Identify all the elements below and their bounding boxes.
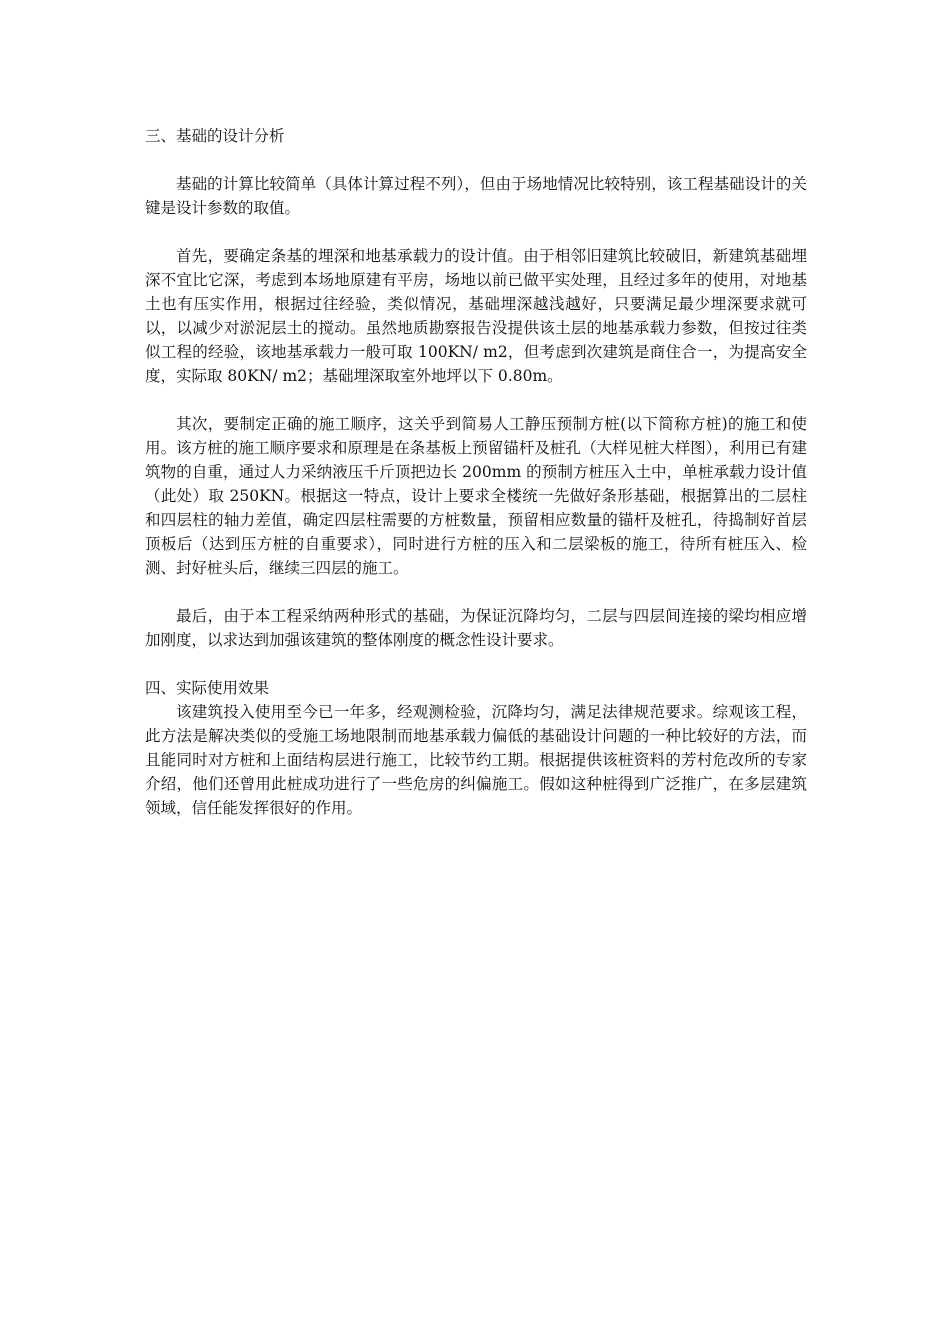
section-3-paragraph-3: 其次，要制定正确的施工顺序，这关乎到简易人工静压预制方桩(以下简称方桩)的施工和使用。该方桩的施工顺序要求和原理是在条基板上预留锚杆及桩孔（大样见桩大样图），利用已有建筑物的自重，通过人力采纳液压千斤顶把边长 200mm 的预制方桩压入土中，单桩承载力设计值（此处）取 250KN。根据这一特点，设计上要求全楼统一先做好条形基础，根据算出的二层柱和四层柱的轴力差值，确定四层柱需要的方桩数量，预留相应数量的锚杆及桩孔，待捣制好首层顶板后（达到压方桩的自重要求），同时进行方桩的压入和二层梁板的施工，待所有桩压入、检测、封好桩头后，继续三四层的施工。 bbox=[145, 415, 807, 577]
section-4-heading: 四、实际使用效果 bbox=[145, 679, 270, 697]
paragraph-spacer bbox=[145, 388, 807, 412]
section-4-paragraph-1: 该建筑投入使用至今已一年多，经观测检验，沉降均匀，满足法律规范要求。综观该工程，此方法是解决类似的受施工场地限制而地基承载力偏低的基础设计问题的一种比较好的方法，而且能同时对方桩和上面结构层进行施工，比较节约工期。根据提供该桩资料的芳村危改所的专家介绍，他们还曾用此桩成功进行了一些危房的纠偏施工。假如这种桩得到广泛推广，在多层建筑领域，信任能发挥很好的作用。 bbox=[145, 703, 807, 817]
section-3-heading: 三、基础的设计分析 bbox=[145, 127, 285, 145]
paragraph-spacer bbox=[145, 580, 807, 604]
section-3-paragraph-2: 首先，要确定条基的埋深和地基承载力的设计值。由于相邻旧建筑比较破旧，新建筑基础埋深不宜比它深，考虑到本场地原建有平房，场地以前已做平实处理，且经过多年的使用，对地基土也有压实作用，根据过往经验，类似情况，基础埋深越浅越好，只要满足最少埋深要求就可以，以减少对淤泥层土的搅动。虽然地质勘察报告没提供该土层的地基承载力参数，但按过往类似工程的经验，该地基承载力一般可取 100KN/ m2，但考虑到次建筑是商住合一，为提高安全度，实际取 80KN/ m2；基础埋深取室外地坪以下 0.80m。 bbox=[145, 247, 807, 385]
paragraph-spacer bbox=[145, 652, 807, 676]
document-body bbox=[145, 124, 807, 820]
section-3-paragraph-1: 基础的计算比较简单（具体计算过程不列），但由于场地情况比较特别，该工程基础设计的关键是设计参数的取值。 bbox=[145, 175, 807, 217]
section-3-paragraph-4: 最后，由于本工程采纳两种形式的基础，为保证沉降均匀，二层与四层间连接的梁均相应增加刚度，以求达到加强该建筑的整体刚度的概念性设计要求。 bbox=[145, 607, 807, 649]
paragraph-spacer bbox=[145, 220, 807, 244]
paragraph-spacer bbox=[145, 148, 807, 172]
